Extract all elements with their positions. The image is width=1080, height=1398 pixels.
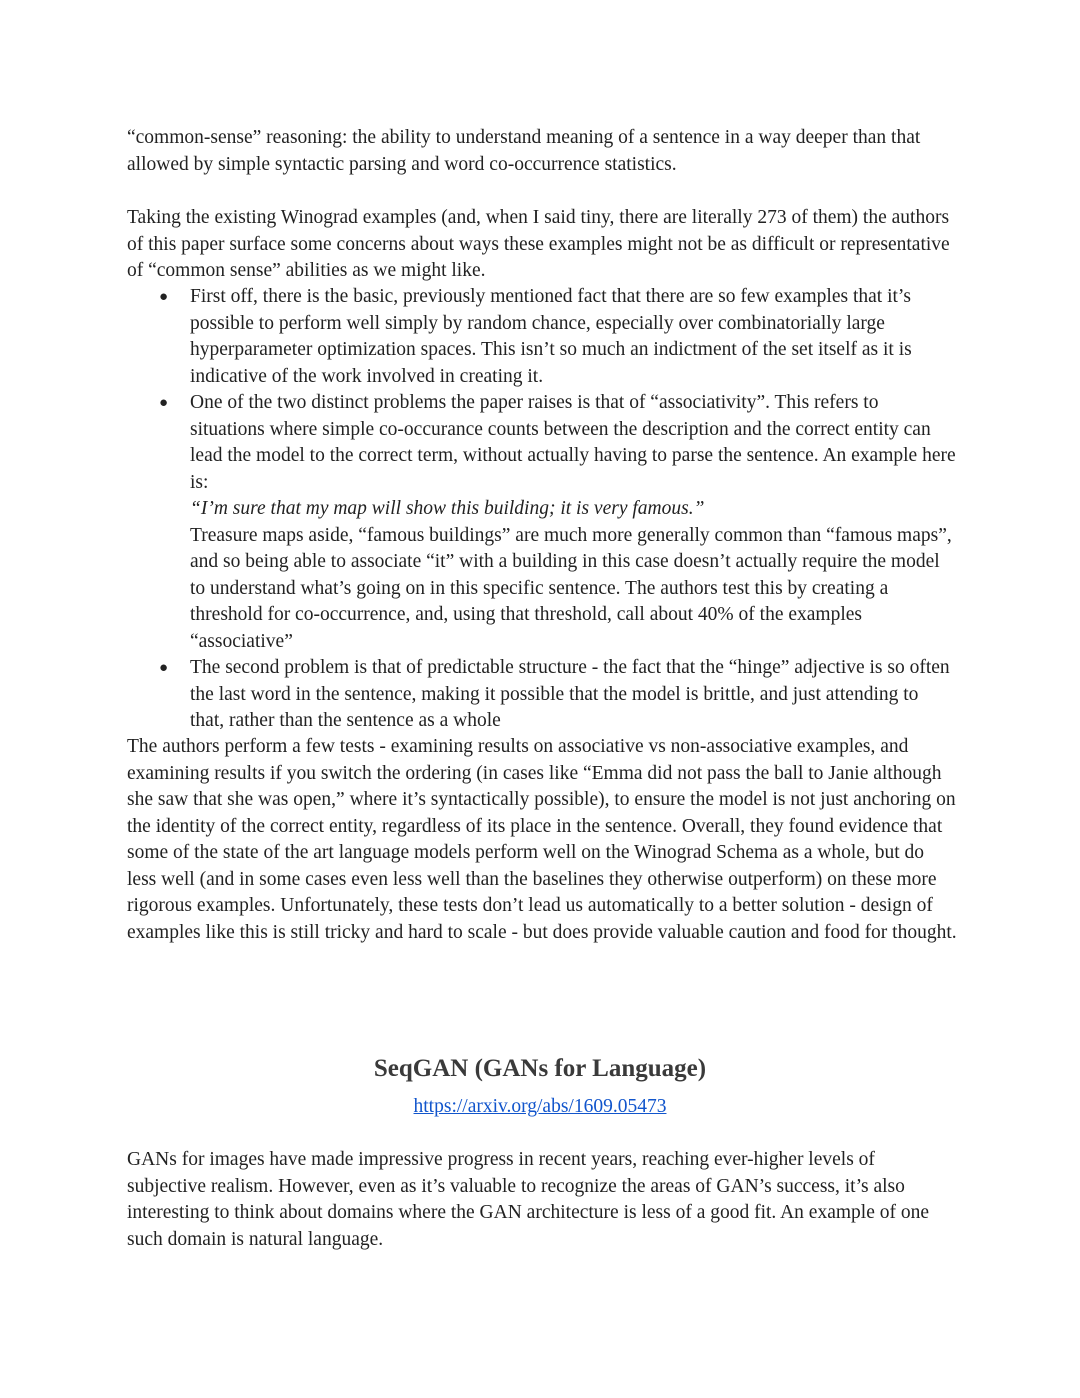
paragraph-winograd-intro: Taking the existing Winograd examples (and, when I said tiny, there are literally 273 of them) the authors of this paper surface some concerns about ways these examples might not be as difficult or representative of “common sense” abilities as we might like.	[127, 207, 950, 281]
arxiv-link[interactable]: https://arxiv.org/abs/1609.05473	[413, 1096, 667, 1117]
section-link-wrapper	[0, 1094, 1080, 1120]
bullet-icon: ●	[159, 395, 169, 411]
paragraph-common-sense: “common-sense” reasoning: the ability to understand meaning of a sentence in a way deeper than that allowed by simple syntactic parsing and word co-occurrence statistics.	[127, 127, 921, 175]
list-item	[127, 390, 957, 655]
paragraph-tests-summary: The authors perform a few tests - examining results on associative vs non-associative examples, and examining results if you switch the ordering (in cases like “Emma did not pass the ball to Janie although she saw that she was open,” where it’s syntactically possible), to ensure the model is not just anchoring on the identity of the correct entity, regardless of its place in the sentence. Overall, they found evidence that some of the state of the art language models perform well on the Winograd Schema as a whole, but do less well (and in some cases even less well than the baselines they otherwise outperform) on these more rigorous examples. Unfortunately, these tests don’t lead us automatically to a better solution - design of examples like this is still tricky and hard to scale - but does provide valuable caution and food for thought.	[127, 736, 957, 943]
bullet-text: First off, there is the basic, previously mentioned fact that there are so few examples that it’s possible to perform well simply by random chance, especially over combinatorially large hyperparameter optimization spaces. This isn’t so much an indictment of the set itself as it is indicative of the work involved in creating it.	[190, 286, 912, 387]
bullet-text: One of the two distinct problems the paper raises is that of “associativity”. This refers to situations where simple co-occurance counts between the description and the correct entity can lead the model to the correct term, without actually having to parse the sentence. An example here is:	[190, 392, 956, 493]
bullet-continuation: Treasure maps aside, “famous buildings” are much more generally common than “famous maps”, and so being able to associate “it” with a building in this case doesn’t actually require the model to understand what’s going on in this specific sentence. The authors test this by creating a threshold for co-occurrence, and, using that threshold, call about 40% of the examples “associative”	[190, 524, 952, 652]
concerns-list	[127, 284, 957, 735]
bullet-icon: ●	[159, 660, 169, 676]
bullet-icon: ●	[159, 289, 169, 305]
bullet-text: The second problem is that of predictable structure - the fact that the “hinge” adjective is so often the last word in the sentence, making it possible that the model is brittle, and just attending to that, rather than the sentence as a whole	[190, 657, 950, 731]
list-item	[127, 655, 957, 735]
section-heading: SeqGAN (GANs for Language)	[373, 1055, 707, 1082]
list-item	[127, 284, 957, 390]
example-quote: “I’m sure that my map will show this building; it is very famous.”	[190, 498, 705, 519]
paragraph-gans-intro: GANs for images have made impressive progress in recent years, reaching ever-higher levels of subjective realism. However, even as it’s valuable to recognize the areas of GAN’s success, it’s also interesting to think about domains where the GAN architecture is less of a good fit. An example of one such domain is natural language.	[127, 1149, 930, 1250]
